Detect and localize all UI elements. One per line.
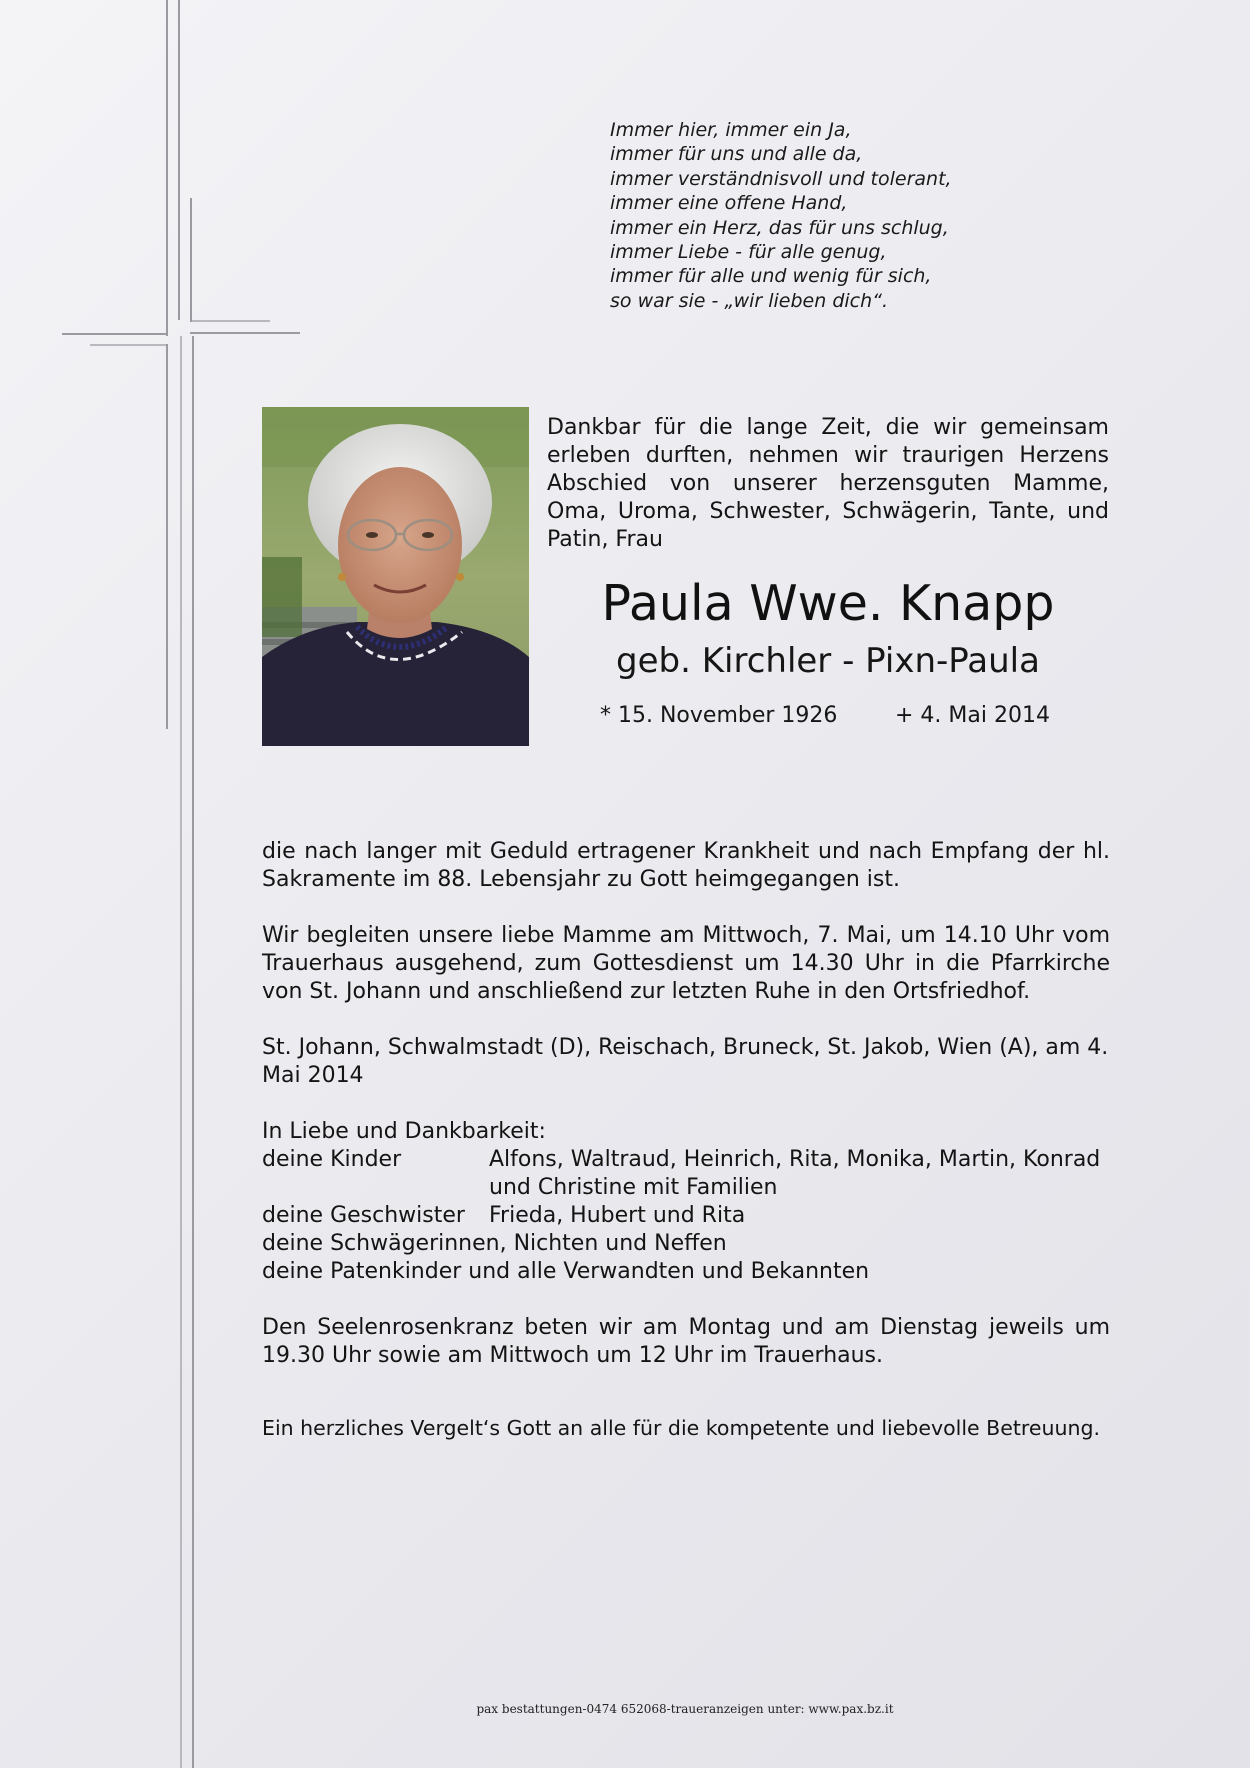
mourner-line: deine Patenkinder und alle Verwandten und Bekannten (262, 1259, 870, 1284)
poem-line: immer für alle und wenig für sich, (610, 265, 932, 288)
portrait-photo (262, 407, 529, 746)
deceased-birth-name: geb. Kirchler - Pixn-Paula (616, 641, 1040, 681)
notice-body (262, 838, 1110, 1370)
mourner-row (262, 1202, 1110, 1230)
intro-text: Dankbar für die lange Zeit, die wir gemeinsam erleben durften, nehmen wir traurigen Herzens Abschied von unserer herzensguten Mamme, Oma, Uroma, Schwester, Schwägerin, Tante, und Patin, Frau (547, 415, 1109, 552)
thanks-line: Ein herzliches Vergelt‘s Gott an alle für die kompetente und liebevolle Betreuung. (262, 1416, 1100, 1440)
poem-line: immer für uns und alle da, (610, 143, 863, 166)
mourner-label: deine Kinder (262, 1147, 402, 1172)
poem-line: immer ein Herz, das für uns schlug, (610, 216, 949, 239)
footer-credit: pax bestattungen-0474 652068-traueranzeigen unter: www.pax.bz.it (476, 1702, 894, 1716)
mourners-heading: In Liebe und Dankbarkeit: (262, 1119, 546, 1144)
poem (610, 118, 1130, 313)
poem-line: immer verständnisvoll und tolerant, (610, 167, 952, 190)
poem-line: Immer hier, immer ein Ja, (610, 119, 852, 141)
death-date: + 4. Mai 2014 (895, 703, 1050, 728)
birth-date: * 15. November 1926 (600, 703, 838, 728)
mourner-row (262, 1146, 1110, 1202)
mourner-names: Frieda, Hubert und Rita (489, 1203, 746, 1228)
mourner-names: Alfons, Waltraud, Heinrich, Rita, Monika, Martin, Konrad und Christine mit Familien (489, 1147, 1101, 1200)
deceased-name: Paula Wwe. Knapp (601, 575, 1055, 632)
paragraph-funeral: Wir begleiten unsere liebe Mamme am Mittwoch, 7. Mai, um 14.10 Uhr vom Trauerhaus ausgehend, zum Gottesdienst um 14.30 Uhr in die Pfarrkirche von St. Johann und anschließend zur letzten Ruhe in den Ortsfriedhof. (262, 923, 1110, 1004)
paragraph-passing: die nach langer mit Geduld ertragener Krankheit und nach Empfang der hl. Sakramente im 88. Lebensjahr zu Gott heimgegangen ist. (262, 839, 1110, 892)
mourner-label: deine Geschwister (262, 1203, 465, 1228)
paragraph-places-date: St. Johann, Schwalmstadt (D), Reischach, Bruneck, St. Jakob, Wien (A), am 4. Mai 2014 (262, 1035, 1109, 1088)
life-dates (600, 702, 1100, 730)
paragraph-rosary: Den Seelenrosenkranz beten wir am Montag und am Dienstag jeweils um 19.30 Uhr sowie am Mittwoch um 12 Uhr im Trauerhaus. (262, 1315, 1110, 1368)
poem-line: immer eine offene Hand, (610, 192, 848, 215)
poem-line: so war sie - „wir lieben dich“. (610, 289, 889, 312)
poem-line: immer Liebe - für alle genug, (610, 241, 887, 264)
mourner-line: deine Schwägerinnen, Nichten und Neffen (262, 1231, 727, 1256)
